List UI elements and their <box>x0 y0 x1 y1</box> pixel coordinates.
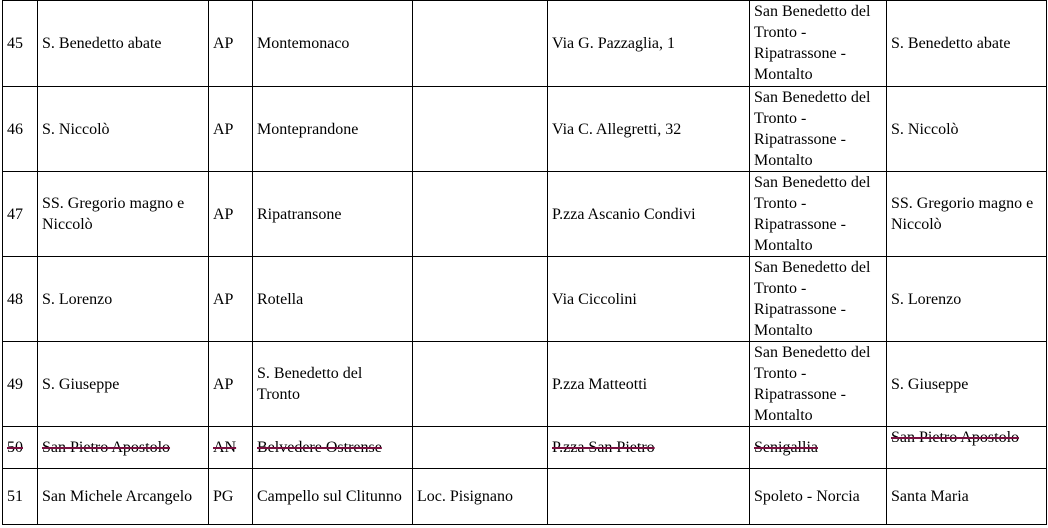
diocese: San Benedetto del Tronto - Ripatrassone - Montalto <box>750 172 887 257</box>
municipality: Rotella <box>253 257 413 342</box>
province: AP <box>209 1 253 87</box>
titular: San Pietro Apostolo <box>887 427 1047 469</box>
diocese: San Benedetto del Tronto - Ripatrassone - Montalto <box>750 257 887 342</box>
municipality: Ripatransone <box>253 172 413 257</box>
address: P.zza Ascanio Condivi <box>548 172 750 257</box>
titular: Santa Maria <box>887 469 1047 525</box>
table-row-struck <box>3 427 1047 469</box>
address: P.zza Matteotti <box>548 342 750 427</box>
province: AN <box>209 427 253 469</box>
diocese: San Benedetto del Tronto - Ripatrassone - Montalto <box>750 342 887 427</box>
titular: S. Niccolò <box>887 87 1047 172</box>
parish-name: S. Benedetto abate <box>38 1 209 87</box>
address: Via G. Pazzaglia, 1 <box>548 1 750 87</box>
row-number: 49 <box>3 342 38 427</box>
row-number: 46 <box>3 87 38 172</box>
parish-name: S. Giuseppe <box>38 342 209 427</box>
locality: Loc. Pisignano <box>413 469 548 525</box>
province: AP <box>209 257 253 342</box>
parish-name: SS. Gregorio magno e Niccolò <box>38 172 209 257</box>
parish-name: San Pietro Apostolo <box>38 427 209 469</box>
diocese: Spoleto - Norcia <box>750 469 887 525</box>
locality <box>413 172 548 257</box>
locality <box>413 342 548 427</box>
parish-table <box>2 0 1047 525</box>
diocese: Senigallia <box>750 427 887 469</box>
row-number: 50 <box>3 427 38 469</box>
parish-name: San Michele Arcangelo <box>38 469 209 525</box>
municipality: Monteprandone <box>253 87 413 172</box>
titular: S. Benedetto abate <box>887 1 1047 87</box>
row-number: 48 <box>3 257 38 342</box>
row-number: 47 <box>3 172 38 257</box>
table-row <box>3 342 1047 427</box>
municipality: Belvedere Ostrense <box>253 427 413 469</box>
address: Via Ciccolini <box>548 257 750 342</box>
row-number: 51 <box>3 469 38 525</box>
province: AP <box>209 87 253 172</box>
table-row <box>3 469 1047 525</box>
table-row <box>3 172 1047 257</box>
locality <box>413 1 548 87</box>
municipality: Montemonaco <box>253 1 413 87</box>
province: AP <box>209 172 253 257</box>
address: Via C. Allegretti, 32 <box>548 87 750 172</box>
locality <box>413 427 548 469</box>
address: P.zza San Pietro <box>548 427 750 469</box>
table-row <box>3 87 1047 172</box>
locality <box>413 87 548 172</box>
parish-name: S. Lorenzo <box>38 257 209 342</box>
parish-name: S. Niccolò <box>38 87 209 172</box>
province: AP <box>209 342 253 427</box>
titular: S. Lorenzo <box>887 257 1047 342</box>
table-row <box>3 257 1047 342</box>
diocese: San Benedetto del Tronto - Ripatrassone - Montalto <box>750 1 887 87</box>
municipality: S. Benedetto del Tronto <box>253 342 413 427</box>
titular: S. Giuseppe <box>887 342 1047 427</box>
province: PG <box>209 469 253 525</box>
locality <box>413 257 548 342</box>
address <box>548 469 750 525</box>
titular: SS. Gregorio magno e Niccolò <box>887 172 1047 257</box>
row-number: 45 <box>3 1 38 87</box>
diocese: San Benedetto del Tronto - Ripatrassone - Montalto <box>750 87 887 172</box>
municipality: Campello sul Clitunno <box>253 469 413 525</box>
table-row <box>3 1 1047 87</box>
